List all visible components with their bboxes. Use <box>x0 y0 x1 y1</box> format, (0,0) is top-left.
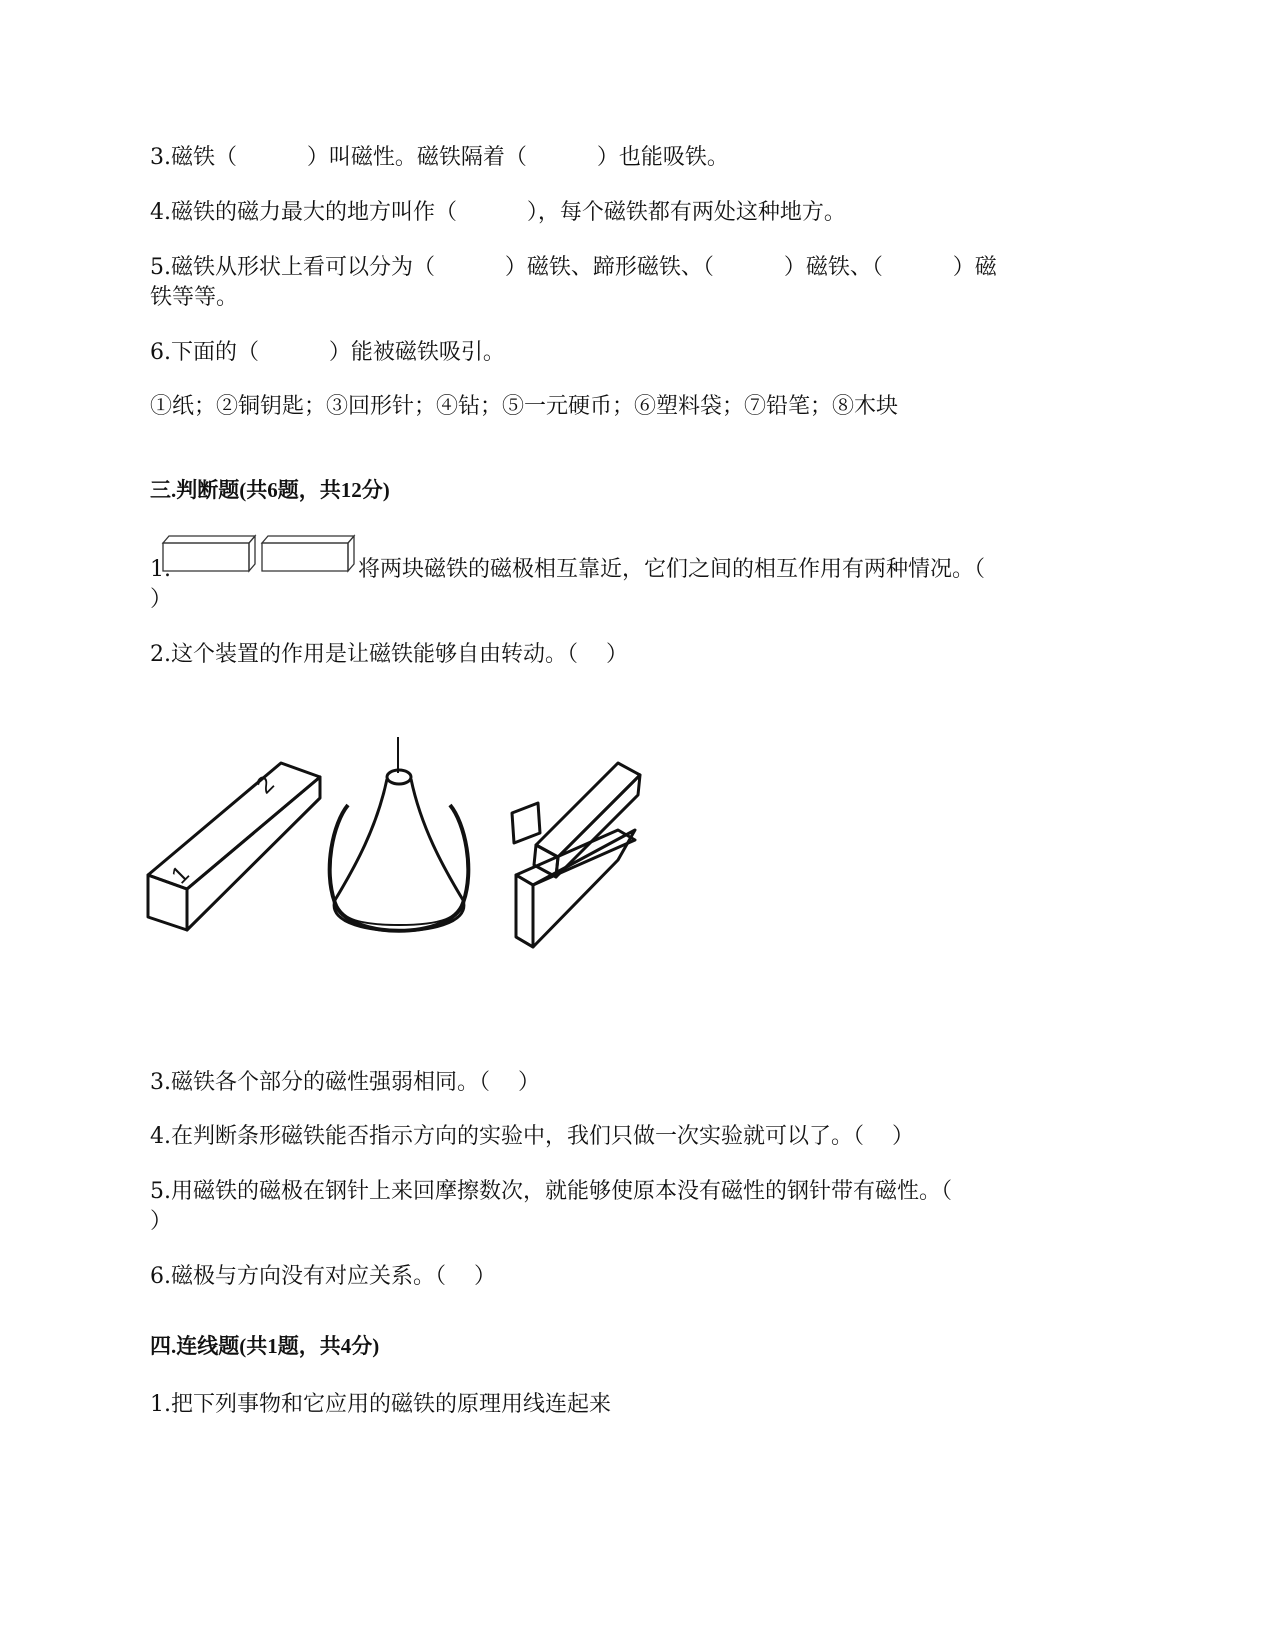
bar-magnet-digit-2: 2 <box>251 770 280 800</box>
judge-question-2: 2.这个装置的作用是让磁铁能够自由转动。（ ） <box>150 642 628 667</box>
judge-question-3: 3.磁铁各个部分的磁性强弱相同。（ ） <box>150 1070 540 1095</box>
judge-question-4: 4.在判断条形磁铁能否指示方向的实验中，我们只做一次实验就可以了。（ ） <box>150 1124 914 1149</box>
question-6-options: ①纸；②铜钥匙；③回形针；④钻；⑤一元硬币；⑥塑料袋；⑦铅笔；⑧木块 <box>150 394 899 419</box>
judge-question-1-tail: ） <box>150 587 173 612</box>
judge-question-6: 6.磁极与方向没有对应关系。（ ） <box>150 1264 496 1289</box>
question-3-fill: 3.磁铁（ ）叫磁性。磁铁隔着（ ）也能吸铁。 <box>150 145 729 170</box>
judge-question-5-line2: ） <box>150 1209 173 1234</box>
judge-question-1-number: 1. <box>150 557 171 582</box>
judge-question-1-text: 将两块磁铁的磁极相互靠近，它们之间的相互作用有两种情况。（ <box>358 557 986 582</box>
question-5-fill-line2: 铁等等。 <box>150 285 239 310</box>
section-3-title: 三.判断题(共6题，共12分) <box>150 478 390 502</box>
bar-magnet-digit-1: 1 <box>166 860 195 890</box>
two-bar-magnets-figure <box>163 536 358 576</box>
question-5-fill-line1: 5.磁铁从形状上看可以分为（ ）磁铁、蹄形磁铁、（ ）磁铁、（ ）磁 <box>150 255 997 280</box>
question-4-fill: 4.磁铁的磁力最大的地方叫作（ ），每个磁铁都有两处这种地方。 <box>150 200 846 225</box>
matching-question-1: 1.把下列事物和它应用的磁铁的原理用线连起来 <box>150 1392 611 1417</box>
magnet-stand-figure <box>145 735 655 965</box>
question-6-fill: 6.下面的（ ）能被磁铁吸引。 <box>150 340 505 365</box>
judge-question-5-line1: 5.用磁铁的磁极在钢针上来回摩擦数次，就能够使原本没有磁性的钢针带有磁性。（ <box>150 1179 952 1204</box>
section-4-title: 四.连线题(共1题，共4分) <box>150 1334 380 1358</box>
